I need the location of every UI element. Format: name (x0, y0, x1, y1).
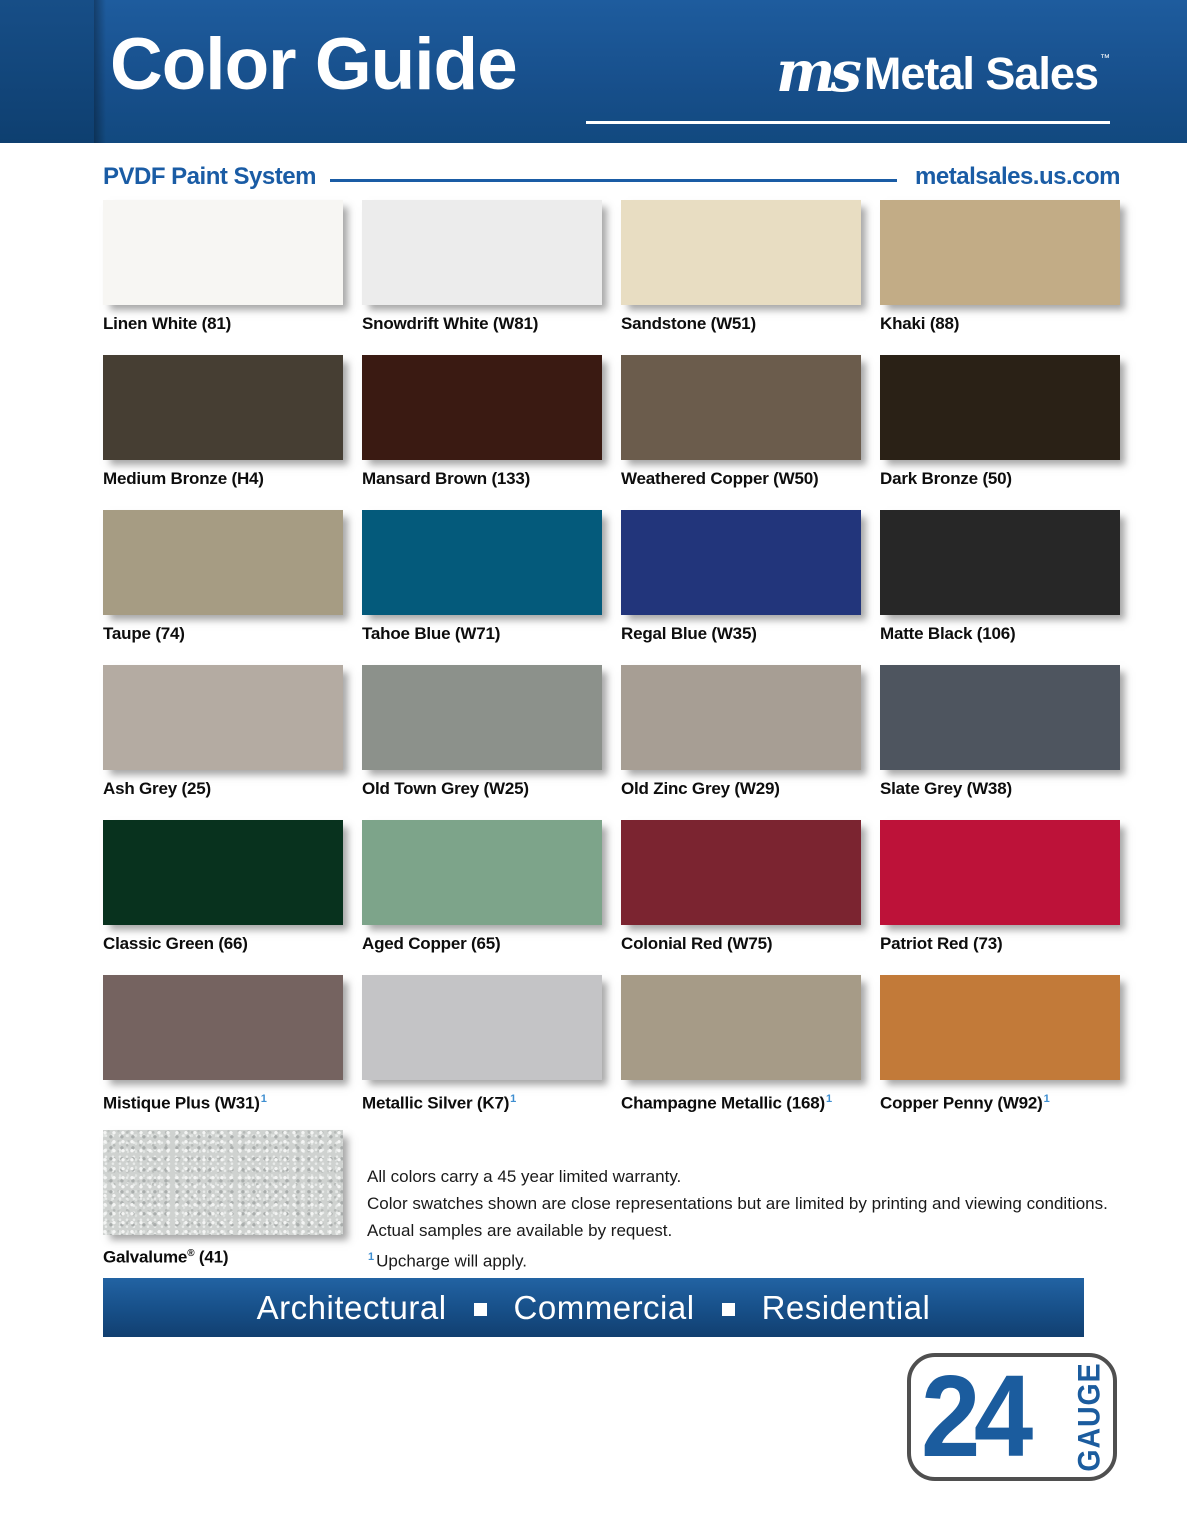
upcharge-footnote-mark: 1 (260, 1093, 267, 1105)
upcharge-footnote-mark: 1 (1043, 1093, 1050, 1105)
gauge-label: GAUGE (1072, 1362, 1107, 1472)
color-swatch (880, 510, 1120, 615)
color-swatch (362, 510, 602, 615)
galvalume-code: (41) (194, 1247, 229, 1267)
color-swatch (103, 510, 343, 615)
color-swatch (362, 355, 602, 460)
swatch-label: Mansard Brown (133) (362, 469, 531, 488)
swatch-cell (880, 200, 1120, 355)
swatch-cell (103, 510, 343, 665)
badge-row (0, 1350, 1117, 1481)
note-line: All colors carry a 45 year limited warranty. (367, 1167, 682, 1186)
swatch-cell (362, 665, 602, 820)
color-swatch (621, 820, 861, 925)
swatch-cell (880, 665, 1120, 820)
trademark-symbol: ™ (1100, 52, 1110, 64)
market-label: Architectural (256, 1288, 447, 1326)
color-swatch (880, 200, 1120, 305)
swatch-label: Colonial Red (W75) (621, 934, 773, 953)
color-swatch (362, 665, 602, 770)
color-swatch (103, 355, 343, 460)
color-swatch (103, 665, 343, 770)
galvalume-swatch (103, 1130, 343, 1235)
upcharge-footnote-mark: 1 (825, 1093, 832, 1105)
swatch-label: Old Zinc Grey (W29) (621, 779, 780, 798)
color-swatch (362, 975, 602, 1080)
swatch-label: Snowdrift White (W81) (362, 314, 539, 333)
swatch-label (103, 1244, 343, 1268)
color-swatch (103, 975, 343, 1080)
swatch-label: Aged Copper (65) (362, 934, 501, 953)
swatch-cell (621, 665, 861, 820)
swatch-cell (103, 355, 343, 510)
swatch-cell (362, 355, 602, 510)
swatch-label: Mistique Plus $(W31)^1$ (103, 1093, 267, 1113)
gauge-badge (907, 1350, 1117, 1481)
swatch-cell (880, 510, 1120, 665)
notes-list (367, 1163, 1108, 1275)
website-link[interactable]: metalsales.us.com (915, 162, 1120, 190)
section-title: PVDF Paint System (103, 162, 316, 190)
color-swatch (621, 665, 861, 770)
galvalume-name: Galvalume (103, 1247, 188, 1267)
gauge-number: 24 (921, 1350, 1027, 1481)
color-swatch (621, 510, 861, 615)
upcharge-footnote-mark: 1 (510, 1093, 517, 1105)
swatch-cell (362, 200, 602, 355)
color-swatch (103, 200, 343, 305)
note-line: Color swatches shown are close representations but are limited by printing and viewing conditions. (367, 1194, 1108, 1213)
swatch-cell (621, 355, 861, 510)
swatch-label: Patriot Red (73) (880, 934, 1003, 953)
swatch-cell (103, 200, 343, 355)
ms-logo-icon: ms (776, 39, 857, 105)
swatch-label: Khaki (88) (880, 314, 960, 333)
swatch-label: Taupe (74) (103, 624, 185, 643)
upcharge-footnote-mark: 1 (368, 1251, 375, 1263)
swatch-cell (362, 820, 602, 975)
swatch-cell (621, 975, 861, 1130)
swatch-label: Regal Blue (W35) (621, 624, 757, 643)
bottom-row (103, 1130, 1120, 1278)
color-swatch (880, 975, 1120, 1080)
square-bullet-icon (474, 1303, 487, 1316)
swatch-label: Sandstone (W51) (621, 314, 756, 333)
note-line: $^1$ Upcharge will apply. (368, 1251, 527, 1271)
market-bar (103, 1278, 1084, 1337)
swatch-label: Linen White (81) (103, 314, 232, 333)
square-bullet-icon (722, 1303, 735, 1316)
header-fold-shadow (94, 0, 106, 143)
swatch-cell (880, 820, 1120, 975)
swatch-label: Copper Penny $(W92)^1$ (880, 1093, 1050, 1113)
swatch-cell (621, 510, 861, 665)
color-swatch (103, 820, 343, 925)
color-swatch (880, 665, 1120, 770)
color-swatch (362, 820, 602, 925)
color-swatch (362, 200, 602, 305)
header-banner (0, 0, 1187, 143)
swatch-cell (880, 355, 1120, 510)
swatch-cell (103, 665, 343, 820)
swatch-label: Champagne Metallic $(168)^1$ (621, 1093, 832, 1113)
swatch-cell (362, 510, 602, 665)
swatch-label: Weathered Copper (W50) (621, 469, 819, 488)
market-label: Residential (761, 1288, 931, 1326)
swatch-cell (880, 975, 1120, 1130)
registered-symbol: ® (187, 1248, 195, 1259)
swatch-cell-galvalume (103, 1130, 343, 1285)
swatch-label: Medium Bronze (H4) (103, 469, 264, 488)
color-swatch (621, 975, 861, 1080)
swatch-cell (103, 820, 343, 975)
swatch-cell (103, 975, 343, 1130)
color-swatch (621, 200, 861, 305)
swatch-label: Old Town Grey (W25) (362, 779, 529, 798)
note-line: Actual samples are available by request. (367, 1221, 673, 1240)
swatch-cell (621, 820, 861, 975)
brand-name: Metal Sales (863, 48, 1098, 100)
swatch-cell (621, 200, 861, 355)
market-label: Commercial (513, 1288, 695, 1326)
swatch-label: Dark Bronze (50) (880, 469, 1012, 488)
swatch-label: Ash Grey (25) (103, 779, 211, 798)
swatch-cell (362, 975, 602, 1130)
page-title: Color Guide (110, 24, 517, 105)
swatch-label: Slate Grey (W38) (880, 779, 1012, 798)
swatch-grid (103, 200, 1120, 1130)
header-fold (0, 0, 94, 143)
divider-line (330, 179, 897, 182)
swatch-label: Matte Black (106) (880, 624, 1016, 643)
swatch-label: Classic Green (66) (103, 934, 248, 953)
subheader (103, 161, 1120, 192)
color-swatch (880, 355, 1120, 460)
color-swatch (621, 355, 861, 460)
swatch-label: Metallic Silver $(K7)^1$ (362, 1093, 517, 1113)
color-swatch (880, 820, 1120, 925)
header-underline (586, 121, 1110, 124)
brand-logo (776, 39, 1110, 105)
swatch-label: Tahoe Blue (W71) (362, 624, 501, 643)
